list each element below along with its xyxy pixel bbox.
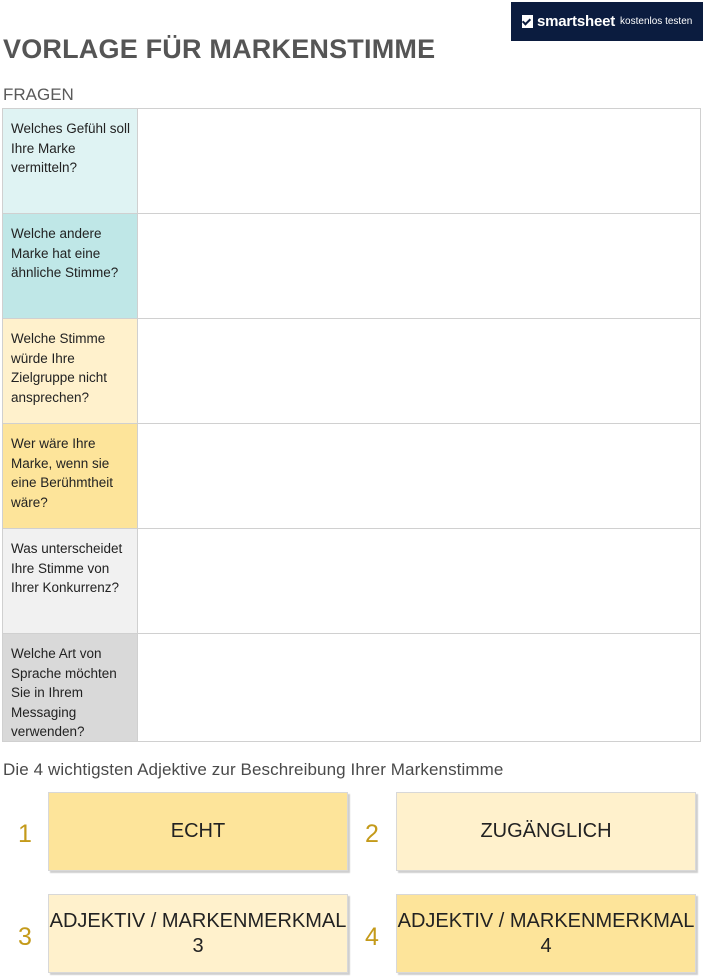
- smartsheet-logo-icon: [522, 15, 533, 28]
- question-row: [3, 424, 700, 529]
- section-label: FRAGEN: [3, 85, 74, 104]
- adjective-box-2[interactable]: ZUGÄNGLICH: [396, 792, 696, 871]
- adjective-number: 2: [365, 820, 379, 848]
- question-row: [3, 529, 700, 634]
- question-label: Was unterscheidet Ihre Stimme von Ihrer Konkurrenz?: [3, 529, 138, 633]
- question-row: [3, 214, 700, 319]
- question-label: Welche Art von Sprache möchten Sie in Ihrem Messaging verwenden?: [3, 634, 138, 741]
- question-row: [3, 109, 700, 214]
- questions-table: [2, 108, 701, 742]
- answer-field[interactable]: [138, 214, 700, 318]
- question-row: [3, 319, 700, 424]
- adjective-box-4[interactable]: ADJEKTIV / MARKENMERKMAL 4: [396, 894, 696, 973]
- adjective-number: 1: [18, 820, 32, 848]
- adjective-box-1[interactable]: ECHT: [48, 792, 348, 871]
- answer-field[interactable]: [138, 319, 700, 423]
- smartsheet-banner-link[interactable]: [511, 2, 703, 41]
- answer-field[interactable]: [138, 634, 700, 741]
- question-label: Welche andere Marke hat eine ähnliche Stimme?: [3, 214, 138, 318]
- free-trial-label: kostenlos testen: [620, 16, 693, 27]
- adjective-box-3[interactable]: ADJEKTIV / MARKENMERKMAL 3: [48, 894, 348, 973]
- question-row: [3, 634, 700, 741]
- question-label: Welches Gefühl soll Ihre Marke vermitteln?: [3, 109, 138, 213]
- adjective-number: 3: [18, 923, 32, 951]
- page-title: VORLAGE FÜR MARKENSTIMME: [3, 34, 436, 64]
- answer-field[interactable]: [138, 529, 700, 633]
- answer-field[interactable]: [138, 109, 700, 213]
- adjective-number: 4: [365, 923, 379, 951]
- brand-name: smartsheet: [537, 13, 616, 30]
- adjectives-heading: Die 4 wichtigsten Adjektive zur Beschreibung Ihrer Markenstimme: [3, 760, 504, 779]
- question-label: Wer wäre Ihre Marke, wenn sie eine Berühmtheit wäre?: [3, 424, 138, 528]
- question-label: Welche Stimme würde Ihre Zielgruppe nicht ansprechen?: [3, 319, 138, 423]
- answer-field[interactable]: [138, 424, 700, 528]
